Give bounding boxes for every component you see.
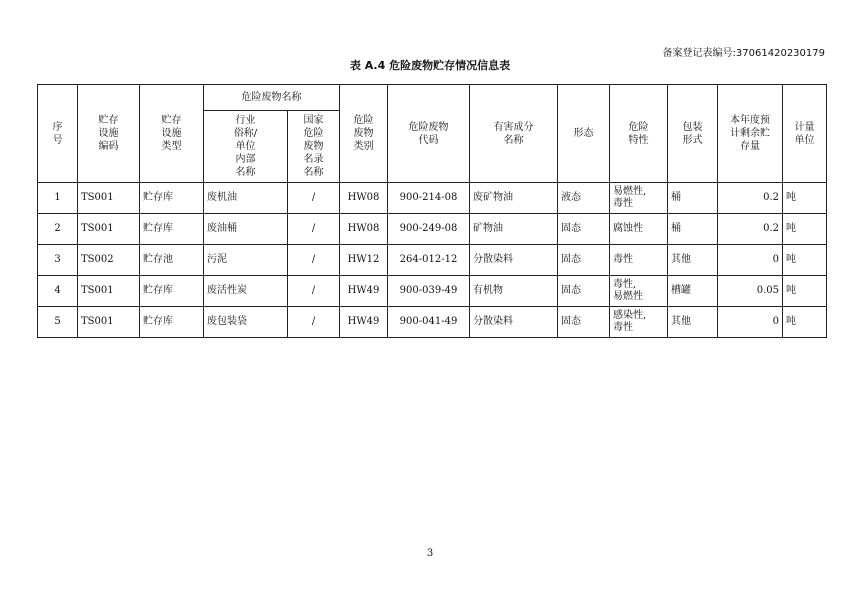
table-row <box>38 214 827 245</box>
header-seq: 序 号 <box>38 85 78 183</box>
cell-form: 固态 <box>558 276 610 307</box>
cell-seq: 4 <box>38 276 78 307</box>
header-facility-type: 贮存 设施 类型 <box>140 85 204 183</box>
cell-facility-type: 贮存池 <box>140 245 204 276</box>
cell-unit: 吨 <box>783 245 827 276</box>
cell-facility-type: 贮存库 <box>140 183 204 214</box>
cell-property: 毒性 <box>610 245 668 276</box>
cell-remaining: 0 <box>718 307 783 338</box>
header-code: 危险废物 代码 <box>388 85 470 183</box>
cell-code: 900-041-49 <box>388 307 470 338</box>
cell-facility-code: TS001 <box>78 276 140 307</box>
header-category: 危险 废物 类别 <box>340 85 388 183</box>
cell-category: HW49 <box>340 307 388 338</box>
cell-code: 264-012-12 <box>388 245 470 276</box>
cell-national-name: / <box>288 307 340 338</box>
cell-category: HW08 <box>340 183 388 214</box>
cell-property: 腐蚀性 <box>610 214 668 245</box>
cell-remaining: 0.2 <box>718 183 783 214</box>
cell-package: 桶 <box>668 214 718 245</box>
header-industry-name: 行业 俗称/ 单位 内部 名称 <box>204 111 288 183</box>
hazardous-waste-storage-table <box>37 84 827 338</box>
cell-category: HW12 <box>340 245 388 276</box>
cell-ingredient: 废矿物油 <box>470 183 558 214</box>
cell-package: 其他 <box>668 307 718 338</box>
cell-unit: 吨 <box>783 276 827 307</box>
cell-facility-code: TS002 <box>78 245 140 276</box>
cell-ingredient: 分散染料 <box>470 307 558 338</box>
table-row <box>38 245 827 276</box>
cell-industry-name: 污泥 <box>204 245 288 276</box>
table-title: 表 A.4 危险废物贮存情况信息表 <box>349 59 511 72</box>
header-national-name: 国家 危险 废物 名录 名称 <box>288 111 340 183</box>
header-package: 包装 形式 <box>668 85 718 183</box>
cell-national-name: / <box>288 276 340 307</box>
cell-facility-code: TS001 <box>78 307 140 338</box>
cell-category: HW08 <box>340 214 388 245</box>
cell-facility-type: 贮存库 <box>140 307 204 338</box>
cell-ingredient: 分散染料 <box>470 245 558 276</box>
header-unit: 计量 单位 <box>783 85 827 183</box>
header-facility-code: 贮存 设施 编码 <box>78 85 140 183</box>
cell-industry-name: 废油桶 <box>204 214 288 245</box>
cell-national-name: / <box>288 214 340 245</box>
cell-package: 其他 <box>668 245 718 276</box>
cell-remaining: 0.2 <box>718 214 783 245</box>
cell-form: 固态 <box>558 245 610 276</box>
header-ingredient: 有害成分 名称 <box>470 85 558 183</box>
header-property: 危险 特性 <box>610 85 668 183</box>
page-number: 3 <box>426 548 434 559</box>
cell-package: 桶 <box>668 183 718 214</box>
header-form: 形态 <box>558 85 610 183</box>
cell-remaining: 0.05 <box>718 276 783 307</box>
cell-property: 毒性, 易燃性 <box>610 276 668 307</box>
cell-seq: 2 <box>38 214 78 245</box>
cell-industry-name: 废机油 <box>204 183 288 214</box>
cell-facility-code: TS001 <box>78 183 140 214</box>
cell-unit: 吨 <box>783 183 827 214</box>
cell-category: HW49 <box>340 276 388 307</box>
table-row <box>38 183 827 214</box>
cell-unit: 吨 <box>783 214 827 245</box>
cell-ingredient: 矿物油 <box>470 214 558 245</box>
cell-industry-name: 废包装袋 <box>204 307 288 338</box>
table-row <box>38 276 827 307</box>
registration-number: 备案登记表编号:37061420230179 <box>662 48 825 59</box>
cell-form: 固态 <box>558 307 610 338</box>
header-waste-name-group: 危险废物名称 <box>204 85 340 111</box>
header-remaining: 本年度预 计剩余贮 存量 <box>718 85 783 183</box>
cell-seq: 1 <box>38 183 78 214</box>
cell-form: 液态 <box>558 183 610 214</box>
cell-ingredient: 有机物 <box>470 276 558 307</box>
cell-code: 900-249-08 <box>388 214 470 245</box>
cell-national-name: / <box>288 245 340 276</box>
cell-property: 感染性, 毒性 <box>610 307 668 338</box>
cell-form: 固态 <box>558 214 610 245</box>
cell-facility-type: 贮存库 <box>140 276 204 307</box>
cell-facility-type: 贮存库 <box>140 214 204 245</box>
cell-remaining: 0 <box>718 245 783 276</box>
cell-unit: 吨 <box>783 307 827 338</box>
cell-seq: 5 <box>38 307 78 338</box>
cell-national-name: / <box>288 183 340 214</box>
table-row <box>38 307 827 338</box>
cell-package: 槽罐 <box>668 276 718 307</box>
cell-seq: 3 <box>38 245 78 276</box>
cell-industry-name: 废活性炭 <box>204 276 288 307</box>
cell-property: 易燃性, 毒性 <box>610 183 668 214</box>
cell-facility-code: TS001 <box>78 214 140 245</box>
cell-code: 900-214-08 <box>388 183 470 214</box>
cell-code: 900-039-49 <box>388 276 470 307</box>
